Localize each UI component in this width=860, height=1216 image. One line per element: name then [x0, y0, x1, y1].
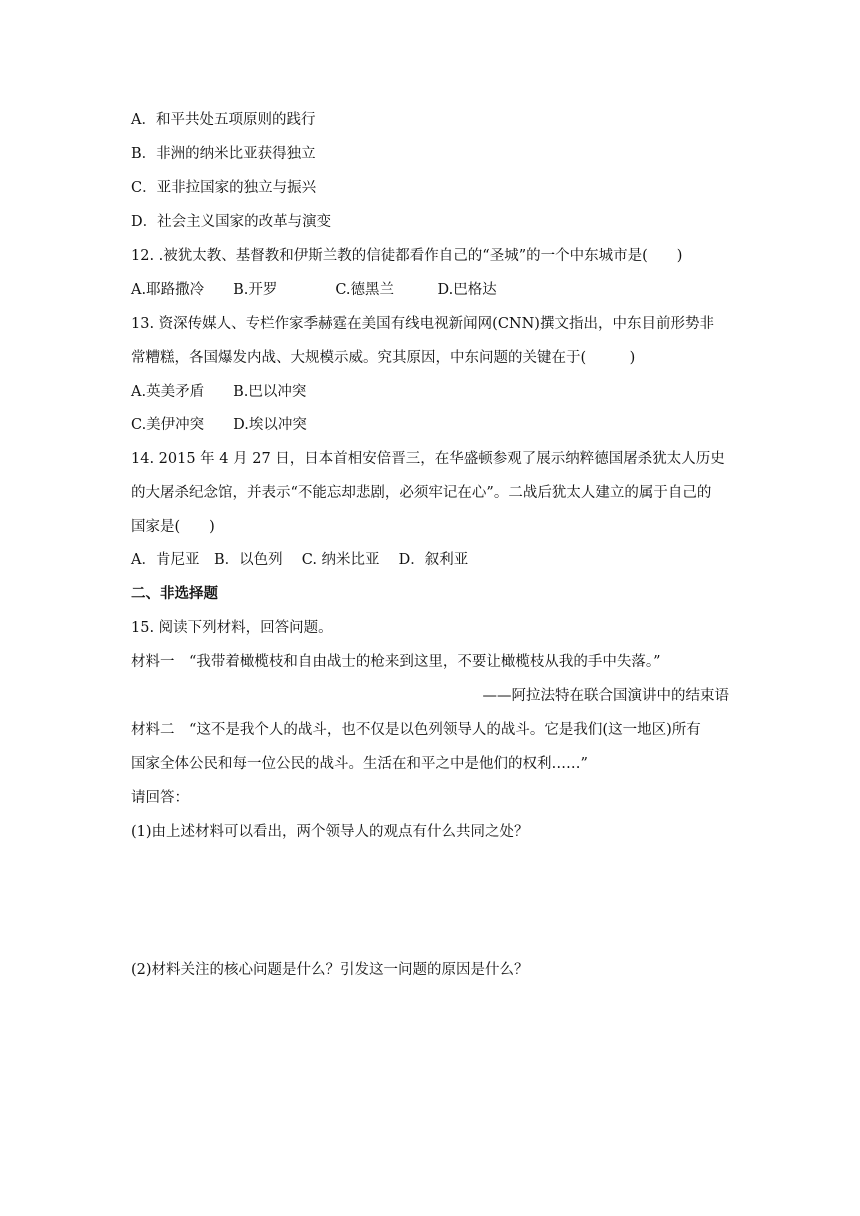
q13-options-line2: C.美伊冲突 D.埃以冲突: [131, 417, 307, 433]
q12-options: A.耶路撒冷 B.开罗 C.德黑兰 D.巴格达: [131, 282, 497, 298]
q11-option-c: C．亚非拉国家的独立与振兴: [131, 180, 317, 196]
section-heading: 二、非选择题: [131, 585, 218, 602]
q15-stem: 15. 阅读下列材料，回答问题。: [131, 620, 333, 636]
q15-sub2: (2)材料关注的核心问题是什么？引发这一问题的原因是什么？: [131, 962, 529, 978]
q14-options: A．肯尼亚 B．以色列 C. 纳米比亚 D．叙利亚: [131, 552, 469, 568]
q15-material2-line2: 国家全体公民和每一位公民的战斗。生活在和平之中是他们的权利……”: [131, 756, 588, 772]
q12-stem: 12. .被犹太教、基督教和伊斯兰教的信徒都看作自己的“圣城”的一个中东城市是( ): [131, 248, 683, 264]
q14-stem-line3: 国家是( ): [131, 519, 215, 535]
q15-prompt: 请回答：: [131, 790, 189, 806]
q14-stem-line2: 的大屠杀纪念馆，并表示“不能忘却悲剧，必须牢记在心”。二战后犹太人建立的属于自己的: [131, 485, 712, 501]
q11-option-a: A．和平共处五项原则的践行: [131, 112, 316, 128]
q11-option-b: B．非洲的纳米比亚获得独立: [131, 146, 316, 162]
q13-stem-line2: 常糟糕，各国爆发内战、大规模示威。究其原因，中东问题的关键在于( ): [131, 350, 636, 366]
q15-sub1: (1)由上述材料可以看出，两个领导人的观点有什么共同之处？: [131, 824, 529, 840]
q13-options-line1: A.英美矛盾 B.巴以冲突: [131, 384, 307, 400]
q15-material1: 材料一 “我带着橄榄枝和自由战士的枪来到这里，不要让橄榄枝从我的手中失落。”: [131, 654, 661, 670]
q15-material2-line1: 材料二 “这不是我个人的战斗，也不仅是以色列领导人的战斗。它是我们(这一地区)所有: [131, 722, 701, 738]
q11-option-d: D．社会主义国家的改革与演变: [131, 214, 332, 230]
q14-stem-line1: 14. 2015 年 4 月 27 日，日本首相安倍晋三，在华盛顿参观了展示纳粹德国屠杀犹太人历史: [131, 451, 725, 467]
q13-stem-line1: 13. 资深传媒人、专栏作家季赫霆在美国有线电视新闻网(CNN)撰文指出，中东目前形势非: [131, 316, 714, 332]
q15-material1-source: ——阿拉法特在联合国演讲中的结束语: [482, 688, 729, 704]
